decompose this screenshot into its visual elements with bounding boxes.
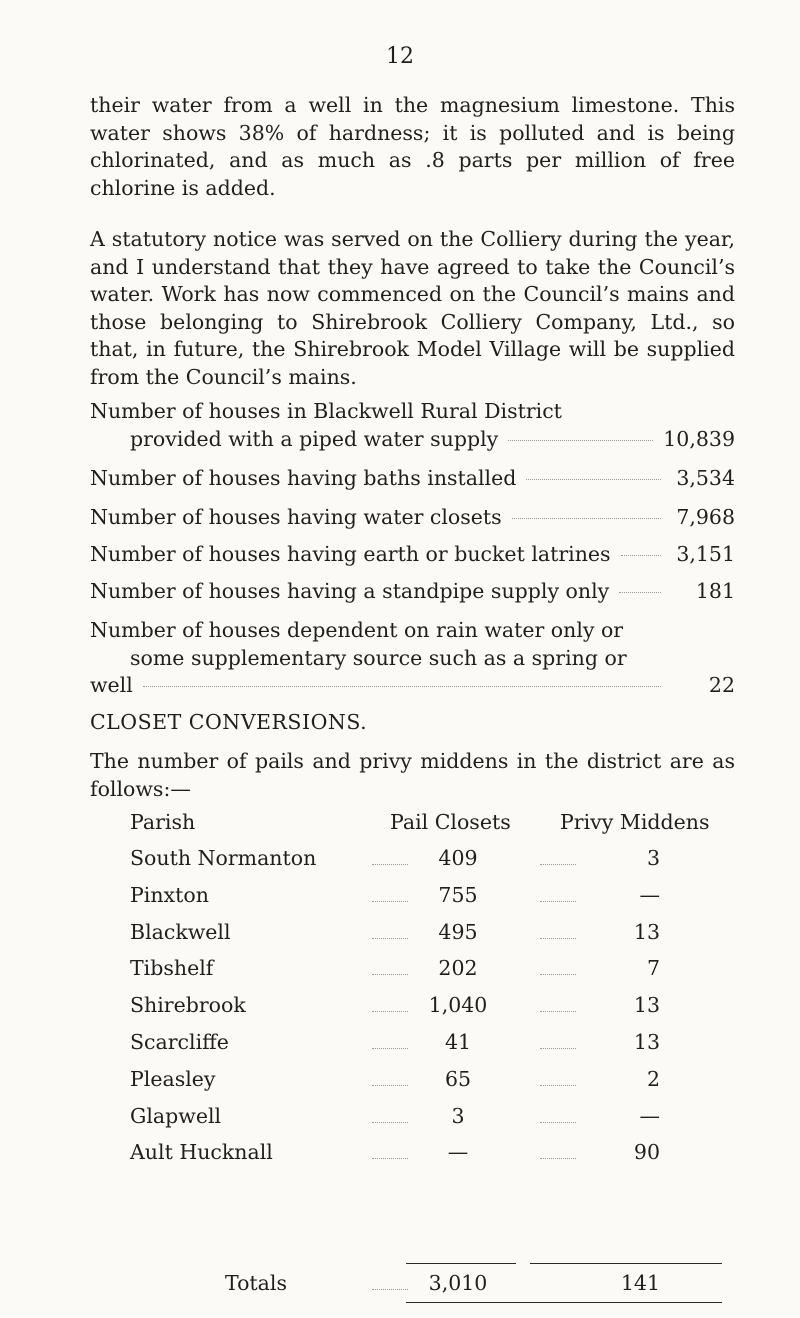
stat-value: 22 — [708, 673, 735, 697]
stat-baths-installed — [90, 465, 735, 493]
totals-pail-closets: 3,010 — [428, 1271, 488, 1295]
stat-label: Number of houses having water closets — [90, 505, 502, 529]
table-row — [0, 920, 800, 950]
totals-rule-pail — [406, 1263, 516, 1264]
page-number: 12 — [386, 44, 414, 69]
stat-rain-water-dependent — [90, 617, 735, 700]
stat-value: 181 — [695, 579, 735, 603]
dot-leader — [540, 938, 576, 939]
column-header-parish: Parish — [130, 810, 196, 834]
dot-leader — [372, 901, 408, 902]
privy-middens-value: 13 — [633, 919, 660, 944]
dot-leader — [540, 1048, 576, 1049]
dot-leader — [143, 685, 661, 687]
section-heading: CLOSET CONVERSIONS. — [90, 710, 368, 734]
totals-rule-privy — [530, 1263, 722, 1264]
privy-middens-value: — — [639, 882, 660, 907]
dot-leader — [372, 1048, 408, 1049]
parish-name: Ault Hucknall — [130, 1140, 273, 1165]
pail-closets-value: — — [447, 1140, 469, 1165]
column-header-pail-closets: Pail Closets — [390, 810, 511, 834]
pail-closets-value: 202 — [438, 956, 478, 981]
dot-leader — [372, 1289, 408, 1290]
privy-middens-value: 2 — [646, 1066, 660, 1091]
parish-name: Pinxton — [130, 882, 209, 907]
dot-leader — [540, 1122, 576, 1123]
parish-name: Blackwell — [130, 919, 231, 944]
parish-name: Tibshelf — [130, 956, 214, 981]
paragraph-statutory-notice: A statutory notice was served on the Colliery during the year, and I understand that they have agreed to take the Council’s water. Work has now commenced on the Council’s mains and those belonging to Shirebrook Colliery Company, Ltd., so that, in future, the Shirebrook Model Village will be supplied from the Council’s mains. — [90, 227, 735, 389]
stat-earth-bucket-latrines — [90, 541, 735, 569]
stat-label: Number of houses having a standpipe supply only — [90, 579, 610, 603]
dot-leader — [540, 1158, 576, 1159]
stat-label-continued: some supplementary source such as a spring or — [130, 645, 627, 670]
stat-label: Number of houses in Blackwell Rural District — [90, 399, 562, 423]
table-row — [0, 956, 800, 986]
dot-leader — [512, 517, 661, 519]
dot-leader — [508, 439, 653, 441]
totals-privy-middens: 141 — [620, 1271, 660, 1295]
totals-label: Totals — [225, 1271, 287, 1295]
table-row — [0, 993, 800, 1023]
table-row — [0, 1140, 800, 1170]
parish-name: Scarcliffe — [130, 1030, 229, 1054]
table-row — [0, 1067, 800, 1097]
dot-leader — [372, 974, 408, 975]
dot-leader — [526, 478, 661, 480]
stat-label-continued: provided with a piped water supply — [130, 426, 499, 451]
dot-leader — [540, 974, 576, 975]
pail-closets-value: 65 — [444, 1066, 472, 1091]
table-row — [0, 883, 800, 913]
dot-leader — [540, 864, 576, 865]
totals-row — [0, 1271, 800, 1301]
stat-value: 10,839 — [663, 426, 735, 451]
stat-value: 3,534 — [676, 466, 735, 490]
parish-name: South Normanton — [130, 846, 317, 870]
pail-closets-value: 1,040 — [428, 993, 488, 1018]
stat-label: Number of houses having baths installed — [90, 466, 517, 490]
pail-closets-value: 3 — [451, 1103, 465, 1128]
stat-label: Number of houses dependent on rain water only or — [90, 618, 624, 642]
pail-closets-value: 409 — [438, 846, 478, 870]
dot-leader — [372, 938, 408, 939]
dot-leader — [540, 1085, 576, 1086]
parish-name: Shirebrook — [130, 993, 246, 1018]
parish-name: Pleasley — [130, 1066, 216, 1091]
privy-middens-value: 3 — [646, 846, 660, 870]
dot-leader — [372, 1158, 408, 1159]
privy-middens-value: 90 — [633, 1140, 660, 1165]
dot-leader — [619, 591, 661, 593]
dot-leader — [372, 864, 408, 865]
table-row — [0, 1104, 800, 1134]
dot-leader — [540, 901, 576, 902]
column-header-privy-middens: Privy Middens — [560, 810, 710, 834]
table-row — [0, 846, 800, 876]
stat-piped-water-supply — [90, 398, 735, 453]
dot-leader — [540, 1011, 576, 1012]
stat-standpipe-supply — [90, 578, 735, 606]
privy-middens-value: 13 — [633, 1030, 660, 1054]
dot-leader — [621, 554, 661, 556]
dot-leader — [372, 1085, 408, 1086]
paragraph-water-source: their water from a well in the magnesium limestone. This water shows 38% of hardness; it is polluted and is being chlorinated, and as much as .8 parts per million of free chlorine is added. — [90, 93, 735, 200]
totals-underline — [406, 1302, 722, 1303]
stat-label-end: well — [90, 673, 133, 697]
parish-name: Glapwell — [130, 1103, 222, 1128]
section-intro: The number of pails and privy middens in the district are as follows:— — [90, 749, 735, 801]
pail-closets-value: 755 — [438, 882, 478, 907]
stat-value: 3,151 — [676, 542, 735, 566]
privy-middens-value: 7 — [646, 956, 660, 981]
table-row — [0, 1030, 800, 1060]
stat-label: Number of houses having earth or bucket latrines — [90, 542, 611, 566]
privy-middens-value: 13 — [633, 993, 660, 1018]
pail-closets-value: 495 — [438, 919, 478, 944]
dot-leader — [372, 1011, 408, 1012]
stat-value: 7,968 — [676, 505, 735, 529]
pail-closets-value: 41 — [444, 1030, 472, 1054]
dot-leader — [372, 1122, 408, 1123]
privy-middens-value: — — [639, 1103, 660, 1128]
stat-water-closets — [90, 504, 735, 532]
